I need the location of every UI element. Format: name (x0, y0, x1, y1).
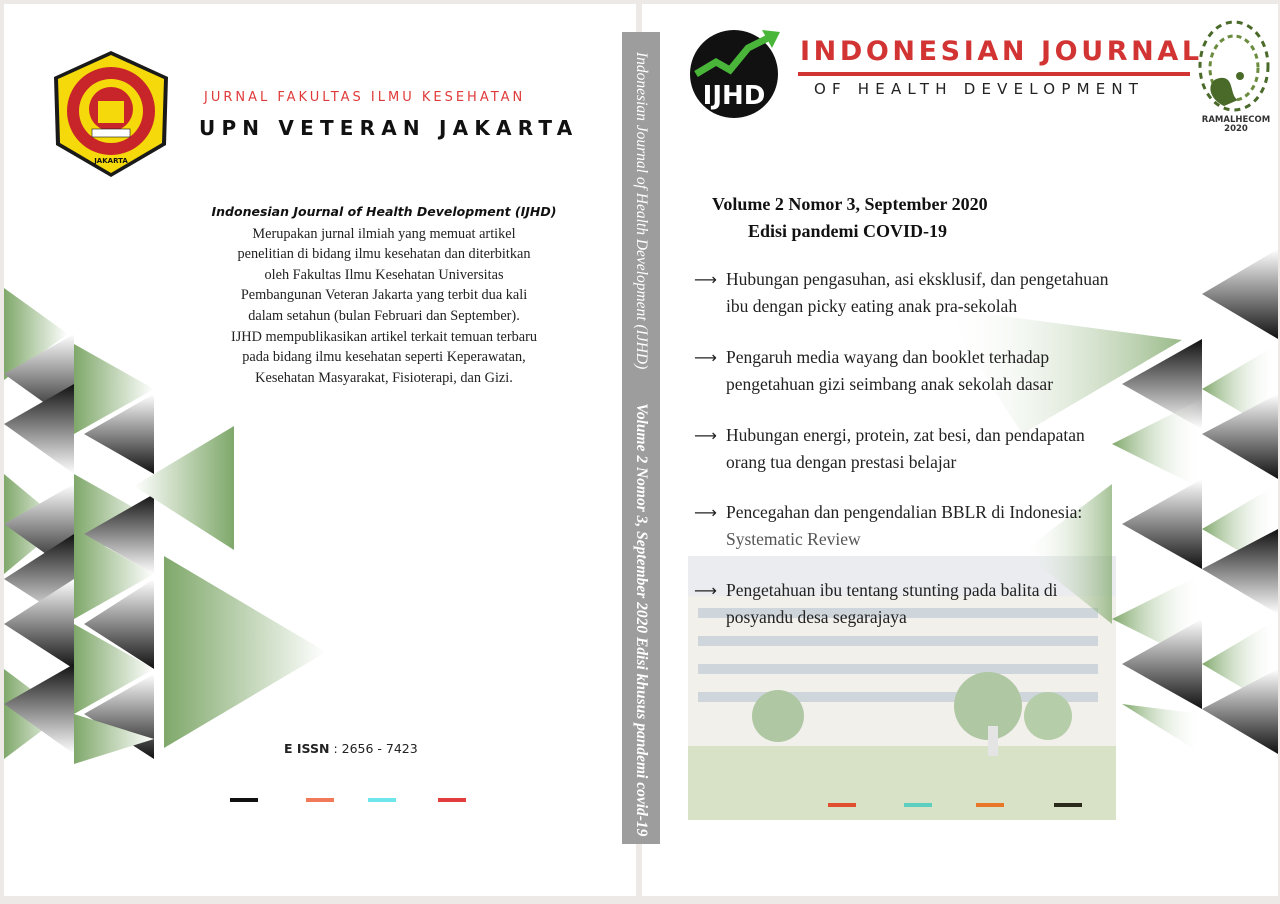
edition-info: Edisi pandemi COVID-19 (748, 221, 948, 241)
ramalhecom-badge (1190, 116, 1278, 134)
back-cover (4, 4, 636, 896)
book-spine (622, 32, 660, 844)
faculty-journal-label: JURNAL FAKULTAS ILMU KESEHATAN (204, 90, 526, 105)
description-line: Kesehatan Masyarakat, Fisioterapi, dan Gizi. (255, 369, 513, 386)
description-title: Indonesian Journal of Health Development (IJHD) (211, 204, 557, 219)
color-dash-teal (904, 803, 932, 807)
spine-title: Indonesian Journal of Health Development (IJHD) (633, 52, 650, 370)
badge-text: RAMALHECOM (1201, 115, 1271, 125)
article-title-line1: Pengetahuan ibu tentang stunting pada balita di (726, 580, 1058, 600)
arrow-icon: ⟶ (694, 270, 717, 289)
issn-label: E ISSN (284, 741, 330, 756)
badge-year: 2020 (1224, 124, 1248, 134)
front-cover (642, 4, 1278, 896)
spine-text (622, 52, 660, 842)
article-title-line1: Pengaruh media wayang dan booklet terhadap (726, 347, 1050, 367)
issn-value: : 2656 - 7423 (333, 741, 418, 756)
journal-title: INDONESIAN JOURNAL (800, 36, 1203, 67)
color-dash-orange (976, 803, 1004, 807)
arrow-icon: ⟶ (694, 426, 717, 445)
color-dash-salmon (306, 798, 334, 802)
article-title-line1: Hubungan pengasuhan, asi eksklusif, dan pengetahuan (726, 269, 1109, 289)
arrow-icon: ⟶ (694, 348, 717, 367)
article-title-line2: ibu dengan picky eating anak pra-sekolah (726, 296, 1018, 316)
arrow-icon: ⟶ (694, 503, 717, 522)
title-underline (798, 72, 1190, 76)
peacock-icon (1194, 6, 1274, 118)
article-title-line2: orang tua dengan prestasi belajar (726, 452, 957, 472)
issn-info (284, 741, 418, 756)
description-line: pada bidang ilmu kesehatan seperti Keperawatan, (242, 349, 526, 366)
arrow-icon: ⟶ (694, 581, 717, 600)
university-emblem-icon (48, 49, 174, 179)
logo-bottom-text: JAKARTA (94, 157, 128, 165)
spine-issue: Volume 2 Nomor 3, September 2020 Edisi khusus pandemi covid-19 (633, 403, 650, 837)
description-line: penelitian di bidang ilmu kesehatan dan diterbitkan (237, 246, 531, 263)
color-dash-black (230, 798, 258, 802)
article-item (694, 499, 1134, 552)
article-item (694, 422, 1134, 475)
description-line: Pembangunan Veteran Jakarta yang terbit dua kali (240, 287, 528, 304)
description-line: IJHD mempublikasikan artikel terkait temuan terbaru (230, 328, 538, 345)
article-title-line2: pengetahuan gizi seimbang anak sekolah dasar (726, 374, 1054, 394)
journal-subtitle: OF HEALTH DEVELOPMENT (814, 80, 1145, 98)
journal-description (209, 202, 559, 388)
article-item (694, 266, 1134, 319)
description-line: Merupakan jurnal ilmiah yang memuat artikel (252, 225, 516, 242)
article-title-line2: posyandu desa segarajaya (726, 607, 907, 627)
article-title-line1: Hubungan energi, protein, zat besi, dan pendapatan (726, 425, 1085, 445)
volume-info: Volume 2 Nomor 3, September 2020 (712, 194, 988, 214)
ijhd-chart-logo-icon (682, 18, 786, 122)
article-item (694, 344, 1134, 397)
logo-letters: IJHD (702, 81, 766, 111)
university-title: UPN VETERAN JAKARTA (199, 116, 579, 140)
article-title-line2: Systematic Review (726, 529, 861, 549)
color-dash-dark (1054, 803, 1082, 807)
color-dash-cyan (368, 798, 396, 802)
article-item (694, 577, 1134, 630)
color-dash-orange-red (828, 803, 856, 807)
description-line: dalam setahun (bulan Februari dan September). (248, 307, 520, 324)
description-line: oleh Fakultas Ilmu Kesehatan Universitas (264, 266, 504, 283)
color-dash-red (438, 798, 466, 802)
article-title-line1: Pencegahan dan pengendalian BBLR di Indonesia: (726, 502, 1083, 522)
